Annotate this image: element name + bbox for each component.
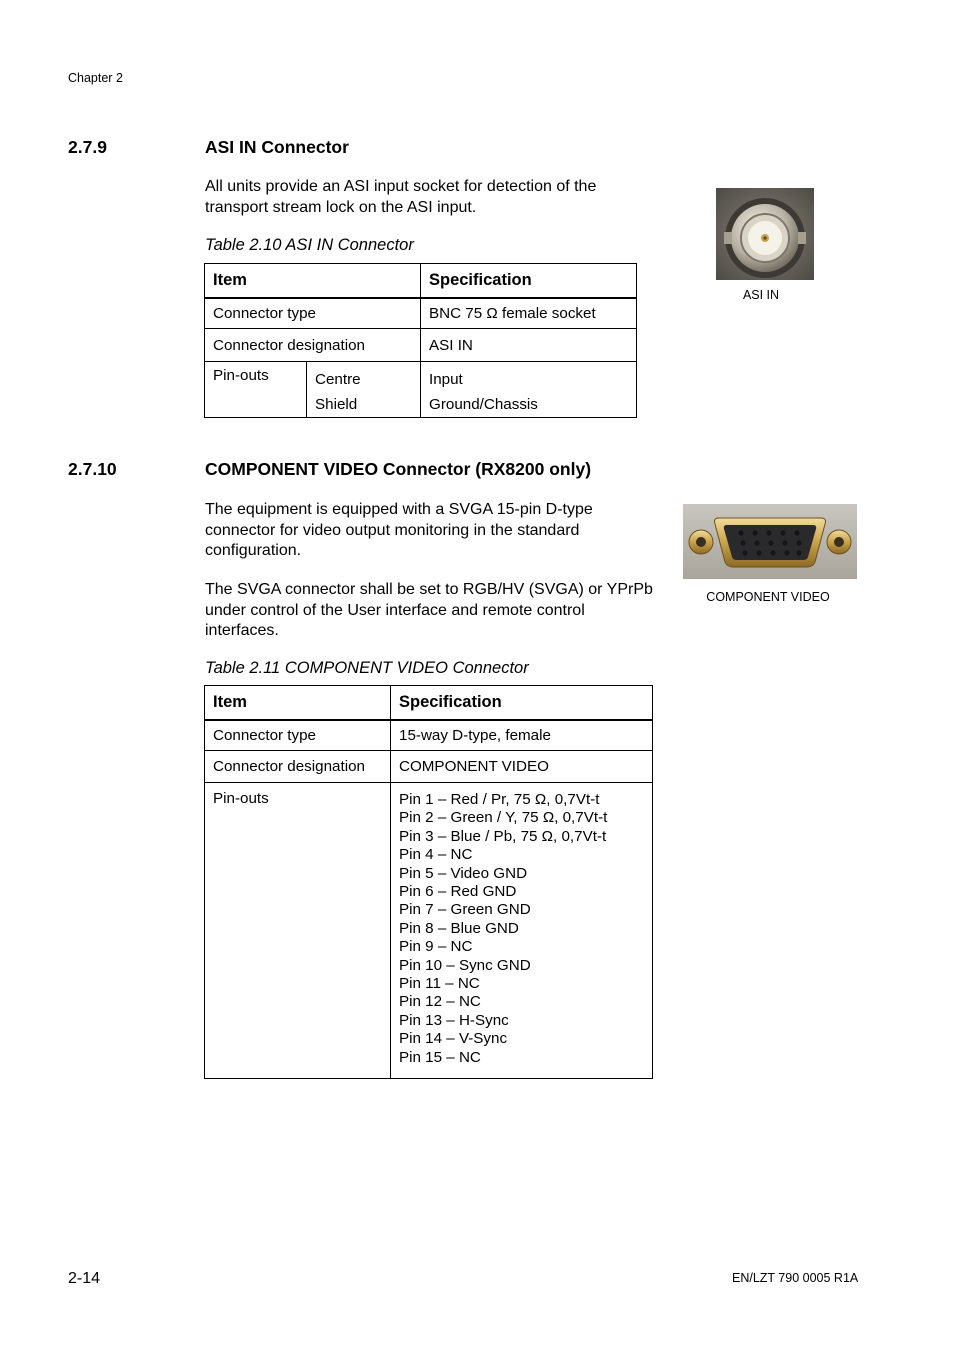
table-row xyxy=(205,298,637,329)
document-reference: EN/LZT 790 0005 R1A xyxy=(732,1271,859,1285)
table-cell-item: Connector designation xyxy=(205,751,391,783)
spec-input: Input xyxy=(429,371,463,388)
pin-item: Pin 12 – NC xyxy=(399,993,481,1011)
table-cell-spec: ASI IN xyxy=(421,329,637,362)
section-title: COMPONENT VIDEO Connector (RX8200 only) xyxy=(205,459,592,479)
page-number: 2-14 xyxy=(68,1270,101,1287)
pin-item: Pin 11 – NC xyxy=(399,975,480,993)
chapter-header: Chapter 2 xyxy=(68,71,123,85)
table-cell-subitem xyxy=(307,362,421,418)
table-cell-item: Connector type xyxy=(205,720,391,751)
pin-item: Pin 8 – Blue GND xyxy=(399,919,519,937)
table-row xyxy=(205,783,653,1079)
table-caption: Table 2.11 COMPONENT VIDEO Connector xyxy=(205,659,529,677)
component-video-table xyxy=(204,685,653,1079)
pin-item: Pin 13 – H-Sync xyxy=(399,1011,509,1029)
pin-item: Pin 6 – Red GND xyxy=(399,883,517,901)
table-cell-item: Pin-outs xyxy=(205,362,307,418)
section-number: 2.7.9 xyxy=(68,137,107,157)
table-row xyxy=(205,362,637,418)
pin-list xyxy=(391,783,653,1079)
image-caption: ASI IN xyxy=(742,288,780,302)
pin-item: Pin 2 – Green / Y, 75 Ω, 0,7Vt-t xyxy=(399,809,608,827)
subitem-centre: Centre xyxy=(315,371,361,388)
pin-item: Pin 4 – NC xyxy=(399,846,473,864)
pin-item: Pin 15 – NC xyxy=(399,1048,481,1066)
pin-item: Pin 10 – Sync GND xyxy=(399,956,531,974)
table-row xyxy=(205,720,653,751)
table-header-item: Item xyxy=(205,686,391,720)
table-header-item: Item xyxy=(205,264,421,298)
table-row xyxy=(205,751,653,783)
table-cell-spec: COMPONENT VIDEO xyxy=(391,751,653,783)
subitem-shield: Shield xyxy=(315,396,358,413)
dsub-connector-image xyxy=(683,504,857,579)
table-header-spec: Specification xyxy=(391,686,653,720)
pin-item: Pin 7 – Green GND xyxy=(399,901,531,919)
section-paragraph: The equipment is equipped with a SVGA 15-pin D-type connector for video output monitoring in the standard configuration. xyxy=(205,501,593,559)
spec-ground: Ground/Chassis xyxy=(429,396,538,413)
pin-item: Pin 14 – V-Sync xyxy=(399,1030,508,1048)
asi-in-table xyxy=(204,263,637,418)
table-cell-spec: BNC 75 Ω female socket xyxy=(421,298,637,329)
table-cell-item: Connector designation xyxy=(205,329,421,362)
table-caption: Table 2.10 ASI IN Connector xyxy=(205,236,414,254)
table-header-spec: Specification xyxy=(421,264,637,298)
section-paragraph: All units provide an ASI input socket for detection of the transport stream lock on the ASI input. xyxy=(205,178,597,216)
pin-item: Pin 5 – Video GND xyxy=(399,864,528,882)
section-number: 2.7.10 xyxy=(68,459,117,479)
pin-item: Pin 9 – NC xyxy=(399,938,473,956)
bnc-connector-image xyxy=(716,188,814,280)
table-cell-item: Connector type xyxy=(205,298,421,329)
image-caption: COMPONENT VIDEO xyxy=(706,590,830,604)
section-paragraph: The SVGA connector shall be set to RGB/HV (SVGA) or YPrPb under control of the User interface and remote control interfaces. xyxy=(205,581,653,639)
pin-item: Pin 3 – Blue / Pb, 75 Ω, 0,7Vt-t xyxy=(399,827,607,845)
table-cell-spec: 15-way D-type, female xyxy=(391,720,653,751)
table-cell-item: Pin-outs xyxy=(205,783,391,1079)
table-row xyxy=(205,329,637,362)
section-title: ASI IN Connector xyxy=(205,137,349,157)
table-cell-spec xyxy=(421,362,637,418)
pin-item: Pin 1 – Red / Pr, 75 Ω, 0,7Vt-t xyxy=(399,791,600,808)
